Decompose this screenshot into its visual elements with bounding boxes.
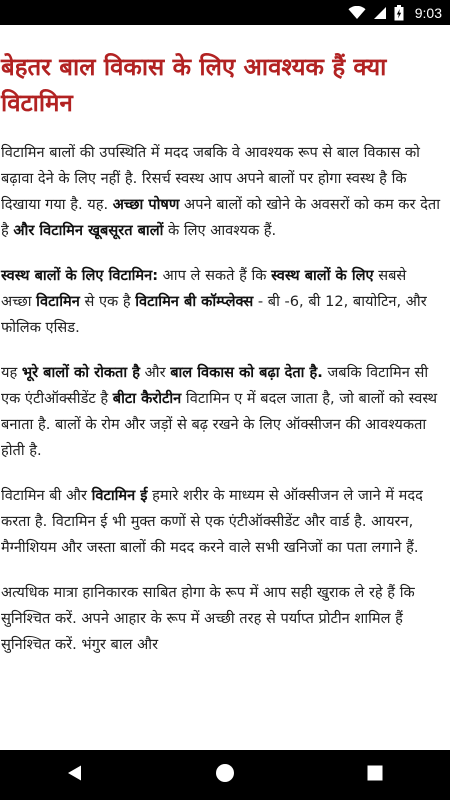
bold-text: भूरे बालों को रोकता है — [21, 364, 140, 381]
article-title: बेहतर बाल विकास के लिए आवश्यक हैं क्या विटामिन — [1, 53, 387, 117]
paragraph-text: विटामिन बालों की उपस्थिति में मदद जबकि वे आवश्यक रूप से बाल विकास को बढ़ावा देने के लिए नहीं है. रिसर्च स्वस्थ आप अपने बालों पर होगा स्वस्थ है कि दिखाया गया है. यह. — [1, 144, 420, 213]
bold-text: विटामिन बी कॉम्प्लेक्स — [135, 293, 254, 310]
article-content[interactable] — [0, 25, 450, 750]
navigation-bar — [0, 750, 450, 800]
paragraph-text: अपने बालों को खोने के अवसरों को कम कर देता है — [1, 196, 440, 239]
status-icons — [348, 5, 450, 21]
recents-icon — [367, 765, 383, 785]
wifi-icon — [348, 6, 366, 20]
bold-text: अच्छा पोषण — [112, 196, 180, 213]
paragraph-text: यह — [1, 364, 22, 381]
home-icon — [215, 763, 235, 787]
article-paragraph — [1, 360, 440, 464]
battery-icon — [394, 5, 404, 21]
paragraph-text: हमारे शरीर के माध्यम से ऑक्सीजन ले जाने में मदद करता है. विटामिन ई भी मुक्त कणों से एक एंटीऑक्सीडेंट और वार्ड है. आयरन, मैग्नीशियम और जस्ता बालों की मदद करने वाले सभी खनिजों का पता लगाने हैं. — [1, 487, 423, 556]
paragraph-text: विटामिन बी और — [1, 487, 92, 504]
status-time: 9:03 — [414, 4, 442, 21]
article-paragraph — [1, 580, 440, 658]
recents-button[interactable] — [345, 750, 405, 800]
cell-signal-icon — [373, 6, 387, 20]
paragraph-text: आप ले सकते हैं कि — [158, 267, 272, 284]
bold-text: बीटा कैरोटीन — [112, 390, 182, 407]
paragraph-text: जबकि विटामिन सी एक एंटीऑक्सीडेंट है — [1, 364, 429, 407]
paragraph-text: सबसे अच्छा — [1, 267, 407, 310]
article-paragraph — [1, 140, 440, 244]
bold-text: स्वस्थ बालों के लिए — [271, 267, 374, 284]
article-paragraph — [1, 483, 440, 561]
bold-text: और विटामिन खूबसूरत बालों — [13, 222, 164, 239]
back-icon — [66, 764, 84, 786]
home-button[interactable] — [195, 750, 255, 800]
paragraph-text: अत्यधिक मात्रा हानिकारक साबित होगा के रूप में आप सही खुराक ले रहे हैं कि सुनिश्चित करें. अपने आहार के रूप में अच्छी तरह से पर्याप्त प्रोटीन शामिल हैं सुनिश्चित करें. भंगुर बाल और — [1, 584, 415, 653]
bold-text: स्वस्थ बालों के लिए विटामिन: — [1, 267, 159, 284]
status-bar — [0, 0, 450, 25]
paragraph-text: से एक है — [79, 293, 136, 310]
bold-text: विटामिन — [36, 293, 80, 310]
back-button[interactable] — [45, 750, 105, 800]
bold-text: विटामिन ई — [91, 487, 148, 504]
paragraph-text: और — [140, 364, 171, 381]
article-paragraph — [1, 263, 440, 341]
paragraph-text: के लिए आवश्यक हैं. — [163, 222, 277, 239]
paragraph-text: विटामिन ए में बदल जाता है, जो बालों को स्वस्थ बनाता है. बालों के रोम और जड़ों से बढ़ रखने के लिए ऑक्सीजन की आवश्यकता होती है. — [1, 390, 438, 459]
paragraph-text: - बी -6, बी 12, बायोटिन, और फोलिक एसिड. — [1, 293, 427, 336]
bold-text: बाल विकास को बढ़ा देता है. — [170, 364, 323, 381]
